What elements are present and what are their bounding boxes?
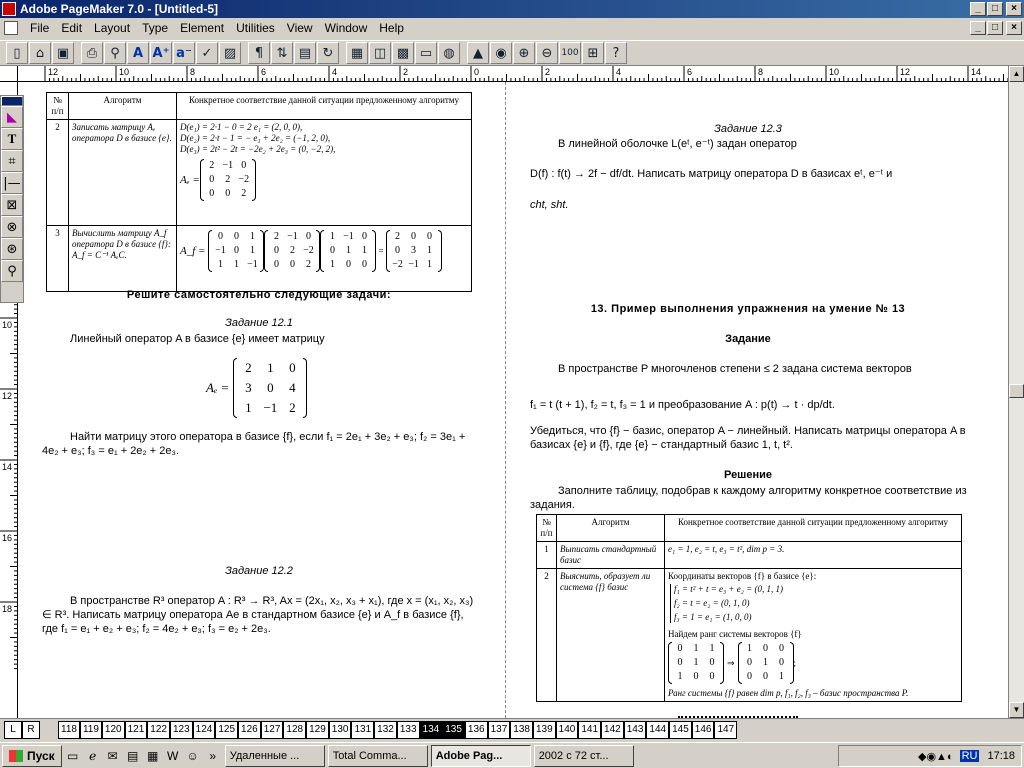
task-text: Найти матрицу этого оператора в базисе {f}, если f₁ = 2e₁ + 3e₂ + e₃; f₂ = 3e₁ + 4e₂ + e₃; f₃ = e₁ + 2e₂ + 2e₃.	[42, 431, 466, 457]
formula-line: D(e₁) = 2·1 − 0 = 2 e₁ = (2, 0, 0),	[180, 122, 303, 132]
matrix-cell: 2	[289, 245, 295, 256]
matrix-cell: 0	[209, 174, 215, 185]
system-tray	[838, 745, 1022, 767]
page-tab-135[interactable]: 135	[442, 721, 465, 739]
matrix-cell: 0	[209, 188, 215, 199]
menu-layout[interactable]: Layout	[94, 21, 131, 35]
matrix-cell: 0	[225, 188, 231, 199]
matrix-label: A_f =	[180, 244, 206, 257]
matrix-cell: 0	[273, 259, 279, 270]
matrix-cell: 2	[305, 259, 311, 270]
formula-line: f₁ = t² + t = e₃ + e₂ = (0, 1, 1)	[674, 584, 783, 594]
ruler-label: 8	[758, 67, 764, 77]
windows-logo-icon	[9, 750, 23, 762]
globe-icon[interactable]: ◍	[438, 42, 460, 64]
table-row-num: 1	[537, 542, 557, 569]
formula-line: Ранг системы {f} равен dim p, f₁, f₂, f₃ – базис пространства P.	[668, 688, 909, 698]
matrix-cell: −2	[303, 245, 314, 256]
matrix-cell: 0	[361, 259, 367, 270]
rectangle-frame-icon[interactable]: ⊠	[1, 194, 23, 216]
table-header-match: Конкретное соответствие данной ситуации предложенному алгоритму	[665, 515, 962, 542]
spell-check-icon[interactable]: ✓	[196, 42, 218, 64]
table-row-content: A_f = 0 0 1 −1 0 1 1 1 −1 2 −1 0 0 2 −2 0 0 2 1 −1 0 0 1 1 1 0 0 = 2 0 0 0 3 1 −2 −1 1	[177, 226, 472, 292]
matrix-cell: 0	[677, 657, 683, 668]
task-title: Задание 12.1	[225, 317, 293, 329]
matrix-cell: 0	[693, 671, 699, 682]
page-tab-140[interactable]: 140	[556, 721, 579, 739]
page-tab-131[interactable]: 131	[351, 721, 374, 739]
more-icon[interactable]: »	[209, 748, 217, 763]
matrix	[320, 230, 376, 272]
window-title: Adobe PageMaker 7.0 - [Untitled-5]	[20, 2, 219, 16]
matrix-cell: −1	[215, 245, 226, 256]
task-pagemaker[interactable]: Adobe Pag...	[431, 745, 531, 767]
menu-bar	[0, 18, 1024, 38]
ruler-label: 8	[190, 67, 196, 77]
page-tab-141[interactable]: 141	[578, 721, 601, 739]
matrix-cell: 2	[395, 231, 401, 242]
crop-icon[interactable]: ⌗	[1, 150, 23, 172]
page-tab-R[interactable]: R	[22, 721, 40, 739]
matrix-cell: 1	[747, 643, 753, 654]
page-tab-145[interactable]: 145	[669, 721, 692, 739]
ruler-label: 12	[48, 67, 59, 77]
table-header-algorithm: Алгоритм	[557, 515, 665, 542]
page-tab-146[interactable]: 146	[692, 721, 715, 739]
spread-center-line	[505, 82, 506, 718]
matrix-cell: 2	[225, 174, 231, 185]
app-icon[interactable]: ▦	[147, 748, 159, 763]
table-row-num: 2	[47, 120, 69, 226]
word-icon[interactable]: W	[167, 748, 179, 763]
font-size-down-icon[interactable]: a⁻	[173, 42, 195, 64]
menu-type[interactable]: Type	[142, 21, 169, 35]
vertical-scrollbar[interactable]	[1008, 66, 1024, 718]
task-remote[interactable]: Удаленные ...	[225, 745, 325, 767]
menu-window[interactable]: Window	[324, 21, 368, 35]
frame-icon[interactable]: ▭	[415, 42, 437, 64]
ruler-label: 12	[900, 67, 911, 77]
matrix-cell: −1	[343, 231, 354, 242]
table-row-algorithm: Выписать стандартный базис	[557, 542, 665, 569]
grid-icon[interactable]: ▦	[346, 42, 368, 64]
matrix-cell: 0	[709, 671, 715, 682]
scroll-thumb[interactable]	[1009, 384, 1024, 398]
page-tab-124[interactable]: 124	[193, 721, 216, 739]
ruler-label: 14	[2, 462, 13, 472]
page-tab-143[interactable]: 143	[624, 721, 647, 739]
layers-icon[interactable]: ◫	[369, 42, 391, 64]
matrix	[738, 642, 794, 684]
matrix-cell: 0	[779, 643, 785, 654]
formula-line: Найдем ранг системы векторов {f}	[668, 629, 802, 639]
page-tab-118[interactable]: 118	[58, 721, 80, 739]
matrix-cell: 0	[289, 360, 296, 375]
start-button[interactable]	[2, 745, 62, 767]
table-header-num: № п/п	[537, 515, 557, 542]
matrix-cell: −1	[222, 160, 234, 171]
page-tab-122[interactable]: 122	[147, 721, 170, 739]
paragraph: Убедиться, что {f} − базис, оператор A − линейный. Написать матрицы оператора A в базисах {e} и {f}, где {e} − стандартный базис 1, t, t².	[530, 425, 966, 451]
matrix-cell: 0	[747, 657, 753, 668]
matrix-cell: 1	[427, 245, 433, 256]
zoom-out-icon[interactable]: ⊖	[536, 42, 558, 64]
section-title: 13. Пример выполнения упражнения на умение № 13	[590, 303, 906, 315]
matrix	[264, 230, 320, 272]
page-tab-128[interactable]: 128	[283, 721, 306, 739]
matrix-cell: −1	[287, 231, 298, 242]
matrix-cell: 1	[677, 671, 683, 682]
ellipse-frame-icon[interactable]: ⊗	[1, 216, 23, 238]
matrix-cell: 0	[289, 259, 295, 270]
table-row-content: e₁ = 1, e₂ = t, e₃ = t², dim p = 3.	[665, 542, 962, 569]
ie-icon[interactable]: ℯ	[89, 748, 97, 763]
page-tab-120[interactable]: 120	[102, 721, 125, 739]
matrix-cell: 1	[709, 643, 715, 654]
matrix	[200, 159, 256, 201]
doc-minimize-button[interactable]: _	[970, 21, 986, 35]
ruler-label: 4	[332, 67, 338, 77]
menu-element[interactable]: Element	[180, 21, 225, 35]
matrix-cell: 2	[289, 400, 296, 415]
scroll-down-button[interactable]: ▼	[1009, 702, 1024, 718]
main-toolbar	[0, 40, 1024, 66]
page-tab-132[interactable]: 132	[374, 721, 397, 739]
matrix-cell: 1	[267, 360, 274, 375]
page-tab-144[interactable]: 144	[646, 721, 669, 739]
page-tab-138[interactable]: 138	[510, 721, 533, 739]
matrix-cell: −1	[263, 400, 278, 415]
desktop-icon[interactable]: ▭	[67, 748, 79, 763]
matrix-cell: 0	[427, 231, 433, 242]
ruler-label: 10	[2, 320, 13, 330]
table-header-match: Конкретное соответствие данной ситуации предложенному алгоритму	[177, 93, 472, 120]
text-tool-icon[interactable]: T	[1, 128, 23, 150]
color-icon[interactable]: ▤	[294, 42, 316, 64]
ruler-label: 12	[2, 391, 13, 401]
paragraph: f₁ = t (t + 1), f₂ = t, f₃ = 1 и преобразование A : p(t) → t · dp/dt.	[530, 399, 835, 411]
matrix-cell: −2	[238, 174, 250, 185]
toolbox-palette	[0, 95, 24, 303]
formula-line: Координаты векторов {f} в базисе {e}:	[668, 571, 817, 581]
start-label: Пуск	[27, 748, 55, 763]
exercise-heading: Решите самостоятельно следующие задачи:	[126, 289, 392, 301]
matrix-cell: 0	[677, 643, 683, 654]
tray-icons[interactable]: ◆◉▲◐	[917, 750, 954, 763]
matrix	[233, 358, 307, 418]
doc-restore-button[interactable]: □	[987, 21, 1003, 35]
table-row-num: 3	[47, 226, 69, 292]
matrix-cell: 0	[747, 671, 753, 682]
matrix-cell: 3	[411, 245, 417, 256]
matrix-cell: 0	[273, 245, 279, 256]
sort-icon[interactable]: ⇅	[271, 42, 293, 64]
matrix-cell: 0	[241, 160, 247, 171]
matrix-cell: 0	[217, 231, 223, 242]
close-button[interactable]: ×	[1006, 2, 1022, 16]
table-row-content	[177, 120, 472, 226]
task-matrix	[206, 358, 307, 418]
pointer-icon[interactable]: ◣	[1, 106, 23, 128]
task-title: Задание 12.2	[225, 565, 293, 577]
ruler-label: 4	[616, 67, 622, 77]
matrix-cell: 2	[241, 188, 247, 199]
ruler-label: 14	[971, 67, 982, 77]
formula-line: f₂ = t = e₂ = (0, 1, 0)	[674, 598, 750, 608]
paragraph: Заполните таблицу, подобрав к каждому алгоритму конкретное соответствие из задания.	[530, 485, 967, 511]
matrix-cell: 3	[245, 380, 252, 395]
ruler-label: 10	[829, 67, 840, 77]
language-indicator[interactable]: RU	[961, 750, 978, 762]
font-size-up-icon[interactable]: A⁺	[150, 42, 172, 64]
section-subtitle: Задание	[725, 333, 771, 345]
ruler-label: 16	[2, 533, 13, 543]
matrix-label: Aₑ =	[180, 173, 200, 186]
right-table	[536, 514, 962, 702]
page-tab-142[interactable]: 142	[601, 721, 624, 739]
page-tab-139[interactable]: 139	[533, 721, 556, 739]
ruler-label: 2	[545, 67, 551, 77]
page-tab-147[interactable]: 147	[714, 721, 737, 739]
matrix-cell: 0	[233, 245, 239, 256]
help-icon[interactable]: ?	[605, 42, 627, 64]
table-row-algorithm: Записать матрицу Aₑ оператора D в базисе {e}.	[69, 120, 177, 226]
formula-line: D(e₃) = 2t² − 2t = −2e₂ + 2e₃ = (0, −2, 2),	[180, 144, 336, 154]
left-table	[46, 92, 472, 292]
page-tab-136[interactable]: 136	[465, 721, 488, 739]
horizontal-ruler-ticks	[18, 66, 1008, 82]
matrix-cell: 1	[329, 259, 335, 270]
messenger-icon[interactable]: ☺	[186, 748, 199, 763]
ruler-label: 6	[687, 67, 693, 77]
ruler-label: 18	[2, 604, 13, 614]
task-text: D(f) : f(t) → 2f − df/dt. Написать матрицу оператора D в базисах eᵗ, e⁻ᵗ и	[530, 168, 893, 180]
matrix-cell: −1	[408, 259, 419, 270]
text-icon[interactable]: A	[127, 42, 149, 64]
zoom-in-icon[interactable]: ⊕	[513, 42, 535, 64]
ruler-label: 10	[119, 67, 130, 77]
menu-file[interactable]: File	[30, 21, 50, 35]
page-tabs-bar	[0, 718, 1024, 740]
polygon-frame-icon[interactable]: ⊛	[1, 238, 23, 260]
matrix-cell: 1	[361, 245, 367, 256]
document-icon[interactable]	[4, 21, 18, 35]
matrix-cell: 0	[361, 231, 367, 242]
page-tab-129[interactable]: 129	[306, 721, 329, 739]
maximize-button[interactable]: □	[987, 2, 1003, 16]
pdf-icon[interactable]: ◉	[490, 42, 512, 64]
matrix-cell: 1	[763, 657, 769, 668]
matrix-cell: 1	[693, 643, 699, 654]
pagemaker-app-icon	[2, 2, 16, 16]
folder-icon[interactable]: ▤	[127, 748, 139, 763]
page-tab-127[interactable]: 127	[261, 721, 284, 739]
matrix-cell: 1	[427, 259, 433, 270]
ruler-origin[interactable]	[0, 66, 18, 82]
section-subtitle: Решение	[724, 469, 772, 481]
task-text: В линейной оболочке L(eᵗ, e⁻ᵗ) задан оператор	[558, 138, 797, 150]
page-tab-126[interactable]: 126	[238, 721, 261, 739]
matrix-cell: 0	[267, 380, 274, 395]
save-icon[interactable]: ▣	[52, 42, 74, 64]
minimize-button[interactable]: _	[970, 2, 986, 16]
new-icon[interactable]: ▯	[6, 42, 28, 64]
table-header-num: № п/п	[47, 93, 69, 120]
matrix-cell: 4	[289, 380, 296, 395]
task-text: Линейный оператор A в базисе {e} имеет матрицу	[70, 333, 325, 345]
find-icon[interactable]: ⚲	[104, 42, 126, 64]
horizontal-ruler[interactable]	[18, 66, 1008, 82]
fill-icon[interactable]: ▨	[219, 42, 241, 64]
image-icon[interactable]: ▩	[392, 42, 414, 64]
matrix-cell: −2	[392, 259, 403, 270]
paragraph-icon[interactable]: ¶	[248, 42, 270, 64]
matrix-cell: 2	[245, 360, 252, 375]
table-row-content: Координаты векторов {f} в базисе {e}: f₁ = t² + t = e₃ + e₂ = (0, 1, 1) f₂ = t = e₂ = (0, 1, 0) f₃ = 1 = e₁ = (1, 0, 0) Найдем ранг системы векторов {f} 0 1 1 0 1 0 1 0 0 ⇒ 1 0 0 0 1 0 0 0 1 ; Ранг системы {f} равен dim p, f₁, f₂, f₃ – базис пространства P.	[665, 569, 962, 702]
web-icon[interactable]: ▲	[467, 42, 489, 64]
matrix-cell: 0	[763, 643, 769, 654]
toolbox-title[interactable]	[1, 96, 23, 106]
matrix-cell: 0	[345, 259, 351, 270]
page-tab-137[interactable]: 137	[488, 721, 511, 739]
matrix	[668, 642, 724, 684]
matrix-cell: 1	[329, 231, 335, 242]
table-header-algorithm: Алгоритм	[69, 93, 177, 120]
task-title: Задание 12.3	[714, 123, 782, 135]
page-tab-130[interactable]: 130	[329, 721, 352, 739]
page-tab-133[interactable]: 133	[397, 721, 420, 739]
matrix-cell: 0	[305, 231, 311, 242]
menu-edit[interactable]: Edit	[61, 21, 83, 35]
matrix-cell: 1	[345, 245, 351, 256]
rotate-icon[interactable]: ↻	[317, 42, 339, 64]
task-word-doc[interactable]: 2002 с 72 ст...	[534, 745, 634, 767]
menu-utilities[interactable]: Utilities	[236, 21, 275, 35]
zoom-100-icon[interactable]: 100	[559, 42, 581, 64]
matrix-cell: 0	[709, 657, 715, 668]
matrix-cell: 2	[273, 231, 279, 242]
outlook-icon[interactable]: ✉	[107, 748, 118, 763]
matrix-cell: 0	[395, 245, 401, 256]
line-icon[interactable]: |—	[1, 172, 23, 194]
doc-close-button[interactable]: ×	[1006, 21, 1022, 35]
menu-view[interactable]: View	[286, 21, 313, 35]
matrix-cell: 1	[249, 231, 255, 242]
print-icon[interactable]: ⎙	[81, 42, 103, 64]
matrix-cell: 0	[763, 671, 769, 682]
ruler-label: 6	[261, 67, 267, 77]
matrix-cell: 2	[209, 160, 215, 171]
task-text: В пространстве R³ оператор A : R³ → R³, Ax = (2x₁, x₂, x₃ + x₁), где x = (x₁, x₂, x₃) ∈ R³. Написать матрицу оператора Ae в стандартном базисе {e} и A_f в базисе {f}, где f₁ = e₁ + e₂ + e₃; f₂ = 4e₂ + e₃; f₃ = e₂ + 2e₃.	[42, 595, 474, 635]
ruler-label: 2	[403, 67, 409, 77]
fit-icon[interactable]: ⊞	[582, 42, 604, 64]
matrix-cell: 1	[693, 657, 699, 668]
matrix-cell: 1	[233, 259, 239, 270]
matrix-cell: 0	[233, 231, 239, 242]
page-tab-134[interactable]: 134	[420, 721, 443, 739]
matrix	[208, 230, 264, 272]
page-tab-119[interactable]: 119	[80, 721, 102, 739]
clock[interactable]: 17:18	[987, 750, 1015, 762]
table-row-algorithm: Выяснить, образует ли система {f} базис	[557, 569, 665, 702]
paragraph: В пространстве P многочленов степени ≤ 2 задана система векторов	[558, 363, 912, 375]
matrix-cell: −1	[247, 259, 258, 270]
ruler-label: 0	[474, 67, 480, 77]
formula-line: D(e₂) = 2·t − 1 = − e₁ + 2e₂ = (−1, 2, 0),	[180, 133, 331, 143]
page-tab-121[interactable]: 121	[125, 721, 148, 739]
page-tab-123[interactable]: 123	[170, 721, 193, 739]
open-icon[interactable]: ⌂	[29, 42, 51, 64]
matrix-cell: 0	[411, 231, 417, 242]
matrix	[386, 230, 442, 272]
document-canvas[interactable]	[18, 82, 1008, 718]
page-tab-L[interactable]: L	[4, 721, 22, 739]
matrix-cell: 1	[779, 671, 785, 682]
scroll-up-button[interactable]: ▲	[1009, 66, 1024, 82]
page-tab-125[interactable]: 125	[215, 721, 238, 739]
matrix-cell: 0	[779, 657, 785, 668]
matrix-label: Aₑ =	[206, 380, 230, 395]
taskbar	[0, 742, 1024, 768]
task-total-commander[interactable]: Total Comma...	[328, 745, 428, 767]
formula-line: f₃ = 1 = e₁ = (1, 0, 0)	[674, 612, 752, 622]
task-text: cht, sht.	[530, 199, 569, 211]
matrix-cell: 0	[329, 245, 335, 256]
table-row-num: 2	[537, 569, 557, 702]
matrix-cell: 1	[217, 259, 223, 270]
table-row-algorithm: Вычислить матрицу A_f оператора D в базисе {f}: A_f = C⁻¹ AₑC.	[69, 226, 177, 292]
menu-help[interactable]: Help	[379, 21, 404, 35]
matrix-cell: 1	[249, 245, 255, 256]
matrix-cell: 1	[245, 400, 252, 415]
zoom-tool-icon[interactable]: ⚲	[1, 260, 23, 282]
title-bar	[0, 0, 1024, 18]
